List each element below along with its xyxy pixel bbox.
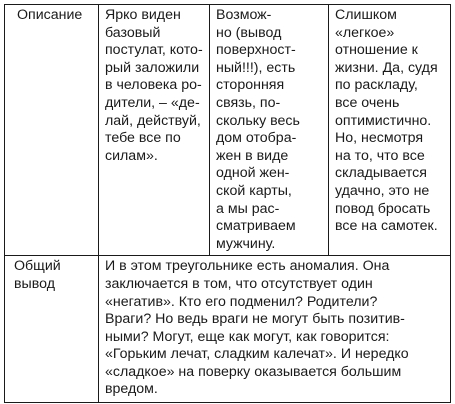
- text-line: а мы рас-: [216, 200, 280, 217]
- text-line: И в этом треугольнике есть аномалия. Она: [105, 258, 390, 275]
- text-line: все очень: [335, 94, 400, 111]
- text-line: тебе все по: [105, 130, 181, 147]
- text-line: рый заложили: [105, 59, 200, 76]
- text-line: сторонняя: [216, 77, 285, 94]
- text-line: дители, – «де-: [105, 94, 200, 111]
- analysis-table: [4, 4, 451, 403]
- text-line: Но, несмотря: [335, 130, 424, 147]
- table-row-description: [5, 5, 451, 256]
- text-line: «легкое»: [335, 24, 395, 41]
- text-line: скольку весь: [216, 112, 300, 129]
- text-line: мужчину.: [216, 235, 276, 252]
- text-line: оптимистично.: [335, 112, 432, 129]
- row-label-conclusion: [5, 256, 99, 403]
- text-line: ными? Могут, еще как могут, как говорится:: [105, 328, 390, 345]
- text-line: связь, по-: [216, 94, 281, 111]
- text-line: но (вывод: [216, 24, 282, 41]
- text-line: «Горьким лечат, сладким калечат». И нередко: [105, 346, 409, 363]
- text-line: повод бросать: [335, 200, 431, 217]
- text-line: поверхност-: [216, 42, 296, 59]
- cell-description-col1: [99, 5, 210, 256]
- text-line: дом отобра-: [216, 130, 297, 147]
- text-line: базовый: [105, 24, 161, 41]
- text-line: жизни. Да, судя: [335, 59, 438, 76]
- cell-description-col2: [210, 5, 329, 256]
- text-line: лай, действуй,: [105, 112, 201, 129]
- text-line: одной жен-: [216, 165, 290, 182]
- text-line: жен в виде: [216, 147, 289, 164]
- text-line: по раскладу,: [335, 77, 418, 94]
- text-line: Враги? Но ведь враги не могут быть позитив-: [105, 311, 405, 328]
- text-line: все на самотек.: [335, 218, 438, 235]
- text-line: сматриваем: [216, 218, 296, 235]
- table-row-conclusion: [5, 256, 451, 403]
- cell-conclusion-text: [99, 256, 451, 403]
- text-line: вывод: [14, 275, 55, 292]
- text-line: отношение к: [335, 42, 418, 59]
- text-line: заключается в том, что отсутствует один: [105, 275, 373, 292]
- text-line: на то, что все: [335, 147, 425, 164]
- row-label-text: Описание: [17, 7, 83, 23]
- text-line: «негатив». Кто его подменил? Родители?: [105, 293, 378, 310]
- text-line: в человека ро-: [105, 77, 202, 94]
- text-line: удачно, это не: [335, 182, 430, 199]
- text-line: силам».: [105, 147, 158, 164]
- text-line: «сладкое» на поверку оказывается большим: [105, 363, 402, 380]
- text-line: Возмож-: [216, 7, 272, 23]
- text-line: вредом.: [105, 381, 158, 398]
- cell-description-col3: [329, 5, 451, 256]
- row-label-description: [5, 5, 99, 256]
- text-line: постулат, кото-: [105, 42, 203, 59]
- text-line: складывается: [335, 165, 427, 182]
- text-line: Слишком: [335, 7, 397, 23]
- text-line: Общий: [14, 258, 61, 275]
- text-line: Ярко виден: [105, 7, 181, 23]
- text-line: ный!!!), есть: [216, 59, 296, 76]
- text-line: ской карты,: [216, 182, 292, 199]
